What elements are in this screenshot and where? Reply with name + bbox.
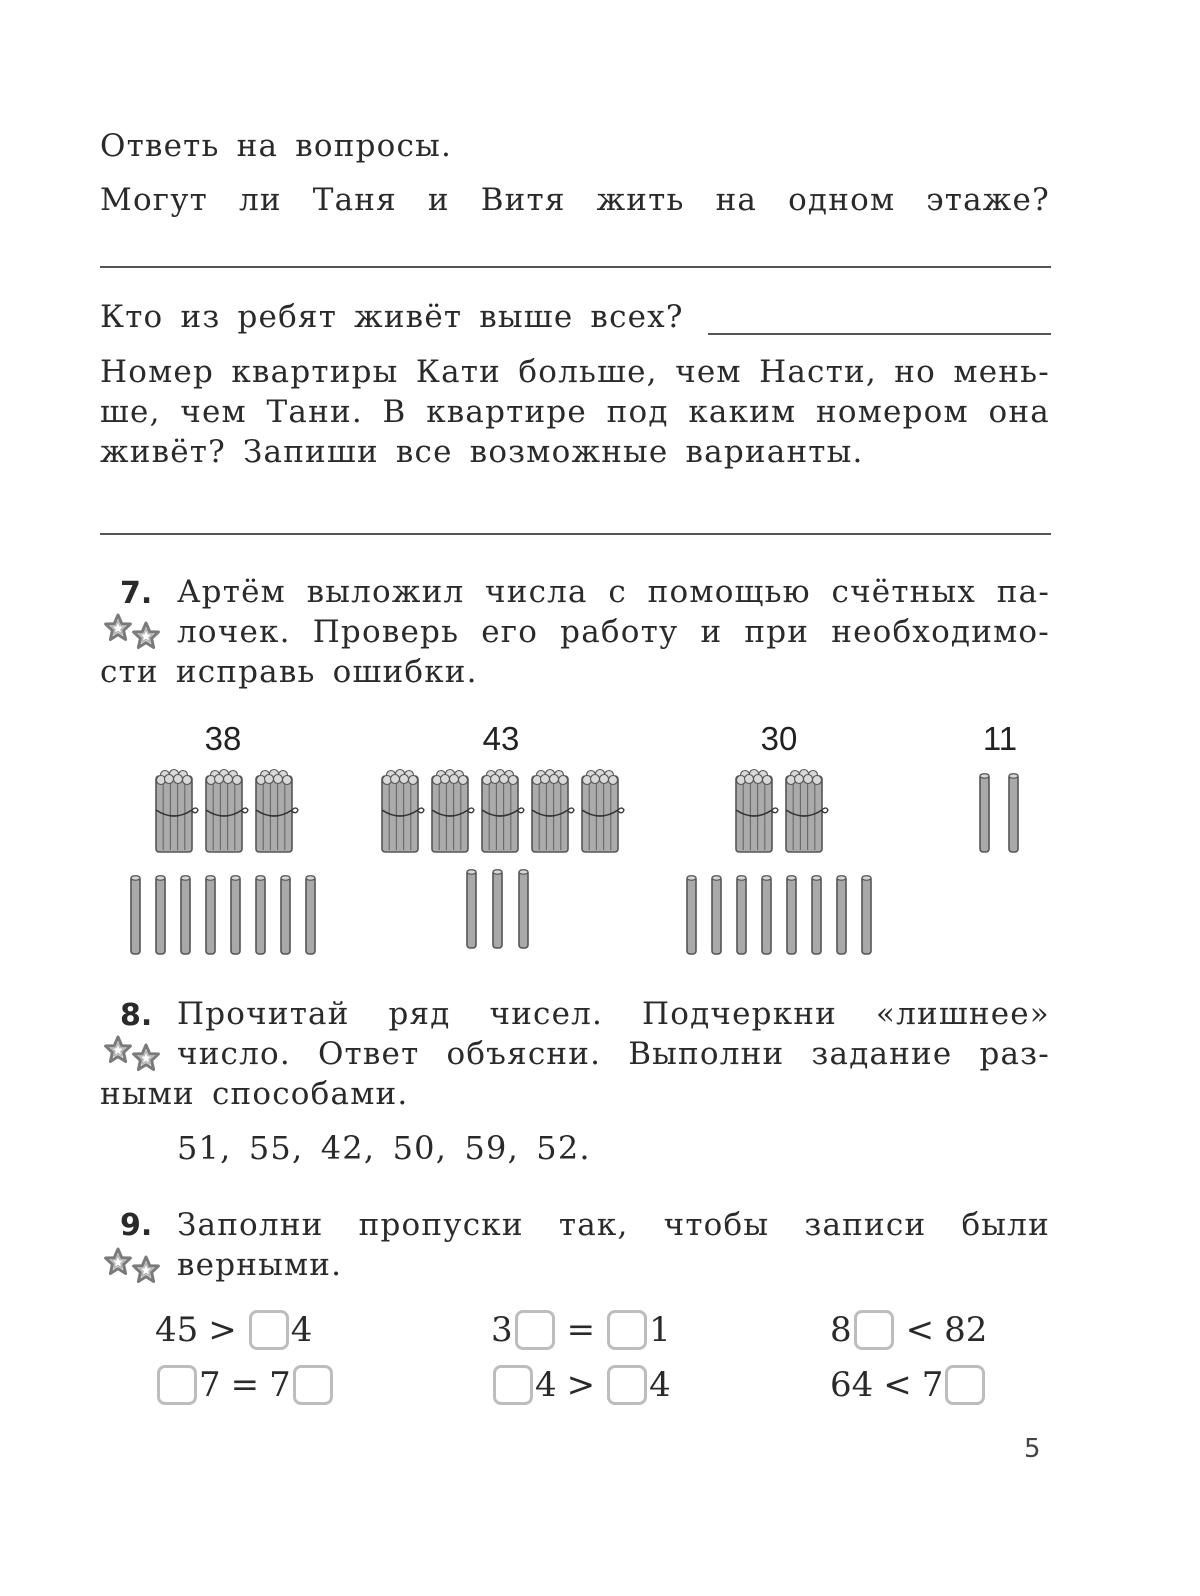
word: его: [481, 614, 539, 650]
word: необходимо-: [831, 614, 1050, 650]
counting-stick: [467, 870, 476, 948]
word: под: [606, 394, 669, 430]
blank-box[interactable]: [493, 1365, 533, 1405]
stick-bundle: [156, 770, 198, 853]
word: квартиры: [231, 354, 399, 390]
blank-box[interactable]: [249, 1310, 289, 1350]
counting-stick: [1009, 774, 1018, 852]
expr-1-operator: >: [208, 1310, 237, 1350]
counting-stick: [687, 876, 696, 954]
task-7-line-1: [177, 572, 1050, 612]
word: на: [715, 182, 758, 218]
expr-5-right: 4: [649, 1365, 671, 1405]
word: Артём: [177, 574, 286, 610]
blank-box[interactable]: [607, 1310, 647, 1350]
expr-2-right: 1: [649, 1310, 671, 1350]
word: она: [988, 394, 1050, 430]
blank-box[interactable]: [945, 1365, 985, 1405]
stick-bundle: [382, 770, 424, 853]
expr-4-left: 7: [199, 1365, 221, 1405]
question-who-highest: Кто из ребят живёт выше всех?: [100, 299, 684, 335]
expr-4-right: 7: [269, 1365, 291, 1405]
blank-box[interactable]: [293, 1365, 333, 1405]
group-label-30: 30: [760, 720, 798, 757]
expr-1-right: 4: [290, 1310, 313, 1350]
word: работу: [560, 614, 679, 650]
word: чисел.: [489, 996, 604, 1032]
blank-box[interactable]: [607, 1365, 647, 1405]
expr-3-right: 82: [944, 1310, 988, 1350]
expr-6-right: 7: [921, 1365, 944, 1405]
number-row: 51, 55, 42, 50, 59, 52.: [177, 1129, 591, 1167]
difficulty-stars-icon: [100, 1034, 170, 1076]
blank-box[interactable]: [157, 1365, 197, 1405]
word: чтобы: [663, 1207, 770, 1243]
stick-bundle: [532, 770, 574, 853]
word: так,: [558, 1207, 629, 1243]
word: ли: [239, 182, 282, 218]
word: В: [382, 394, 407, 430]
counting-stick: [980, 774, 989, 852]
word: Прочитай: [177, 996, 350, 1032]
word: Ответ: [317, 1036, 420, 1072]
counting-stick: [519, 870, 528, 948]
word: задание: [811, 1036, 953, 1072]
task-9-line-2: верными.: [177, 1247, 343, 1283]
expr-3-operator: <: [905, 1310, 935, 1350]
task-8-line-1: [177, 994, 1050, 1034]
counting-stick: [231, 876, 240, 954]
word: этаже?: [926, 182, 1050, 218]
word: жить: [596, 182, 685, 218]
word: чем: [675, 354, 742, 390]
group-label-38: 38: [204, 720, 242, 757]
word: ряд: [388, 996, 451, 1032]
task-7-number: 7.: [120, 576, 153, 611]
group-label-43: 43: [482, 720, 520, 757]
answer-line-3[interactable]: [100, 533, 1051, 535]
word: Могут: [100, 182, 209, 218]
expression-2: [491, 1305, 671, 1355]
word: лочек.: [177, 614, 291, 650]
expr-4-operator: =: [230, 1365, 260, 1405]
stick-bundle: [206, 770, 248, 853]
word: и: [700, 614, 723, 650]
word: с: [608, 574, 627, 610]
counting-stick: [737, 876, 746, 954]
expr-2-left: 3: [491, 1310, 513, 1350]
questions-intro: Ответь на вопросы.: [100, 128, 453, 164]
task-8-line-3: ными способами.: [100, 1076, 409, 1112]
word: Подчеркни: [642, 996, 837, 1032]
question-apartment-line-3: живёт? Запиши все возможные варианты.: [100, 434, 864, 470]
counting-stick: [493, 870, 502, 948]
counting-stick: [206, 876, 215, 954]
word: больше,: [518, 354, 658, 390]
task-8-number: 8.: [120, 998, 153, 1033]
expression-1: [155, 1305, 312, 1355]
word: число.: [177, 1036, 291, 1072]
answer-line-2[interactable]: [708, 333, 1051, 335]
task-8-line-2: [177, 1034, 1050, 1074]
answer-line-1[interactable]: [100, 266, 1051, 268]
difficulty-stars-icon: [100, 612, 170, 654]
counting-sticks-illustration: [0, 760, 1200, 970]
task-7-line-3: сти исправь ошибки.: [100, 654, 478, 690]
word: Насти,: [759, 354, 877, 390]
word: Витя: [480, 182, 566, 218]
expr-6-left: 64: [830, 1365, 874, 1405]
word: каким: [688, 394, 797, 430]
word: были: [961, 1207, 1050, 1243]
word: объясни.: [446, 1036, 602, 1072]
stick-bundle: [432, 770, 474, 853]
question-same-floor: [100, 180, 1050, 220]
task-7-line-2: [177, 612, 1050, 652]
task-9-line-1: [177, 1205, 1050, 1245]
counting-stick: [787, 876, 796, 954]
word: Номер: [100, 354, 215, 390]
counting-stick: [256, 876, 265, 954]
word: но: [894, 354, 937, 390]
word: Таня: [312, 182, 397, 218]
counting-stick: [306, 876, 315, 954]
word: «лишнее»: [875, 996, 1050, 1032]
counting-stick: [712, 876, 721, 954]
expression-4: [155, 1360, 335, 1410]
counting-stick: [131, 876, 140, 954]
stick-bundle: [786, 770, 828, 853]
word: числа: [485, 574, 588, 610]
word: Кати: [415, 354, 502, 390]
word: Заполни: [177, 1207, 324, 1243]
word: выложил: [306, 574, 465, 610]
expr-5-left: 4: [535, 1365, 557, 1405]
stick-bundle: [482, 770, 524, 853]
word: па-: [996, 574, 1050, 610]
question-apartment-line-1: [100, 352, 1050, 392]
counting-stick: [181, 876, 190, 954]
word: счётных: [831, 574, 977, 610]
counting-stick: [156, 876, 165, 954]
blank-box[interactable]: [854, 1310, 894, 1350]
expression-6: [830, 1360, 987, 1410]
word: номером: [816, 394, 969, 430]
word: пропуски: [358, 1207, 524, 1243]
word: и: [427, 182, 450, 218]
expr-3-left: 8: [830, 1310, 852, 1350]
counting-stick: [281, 876, 290, 954]
expr-2-operator: =: [566, 1310, 596, 1350]
counting-stick: [812, 876, 821, 954]
counting-stick: [837, 876, 846, 954]
word: Проверь: [312, 614, 460, 650]
blank-box[interactable]: [515, 1310, 555, 1350]
counting-stick: [862, 876, 871, 954]
expr-1-left: 45: [155, 1310, 199, 1350]
word: раз-: [979, 1036, 1050, 1072]
task-9-number: 9.: [120, 1208, 153, 1243]
stick-bundle: [736, 770, 778, 853]
word: при: [744, 614, 810, 650]
word: чем: [180, 394, 247, 430]
question-apartment-line-2: [100, 392, 1050, 432]
page-number: 5: [1024, 1434, 1041, 1464]
word: записи: [804, 1207, 927, 1243]
difficulty-stars-icon: [100, 1246, 170, 1288]
counting-stick: [762, 876, 771, 954]
word: квартире: [426, 394, 587, 430]
expression-3: [830, 1305, 987, 1355]
stick-bundle: [582, 770, 624, 853]
word: ше,: [100, 394, 161, 430]
word: Тани.: [266, 394, 363, 430]
word: одном: [788, 182, 896, 218]
group-label-11: 11: [982, 720, 1018, 757]
word: Выполни: [628, 1036, 785, 1072]
stick-bundle: [256, 770, 298, 853]
expr-6-operator: <: [883, 1365, 912, 1405]
expr-5-operator: >: [566, 1365, 596, 1405]
word: помощью: [647, 574, 811, 610]
word: мень-: [953, 354, 1050, 390]
expression-5: [491, 1360, 671, 1410]
